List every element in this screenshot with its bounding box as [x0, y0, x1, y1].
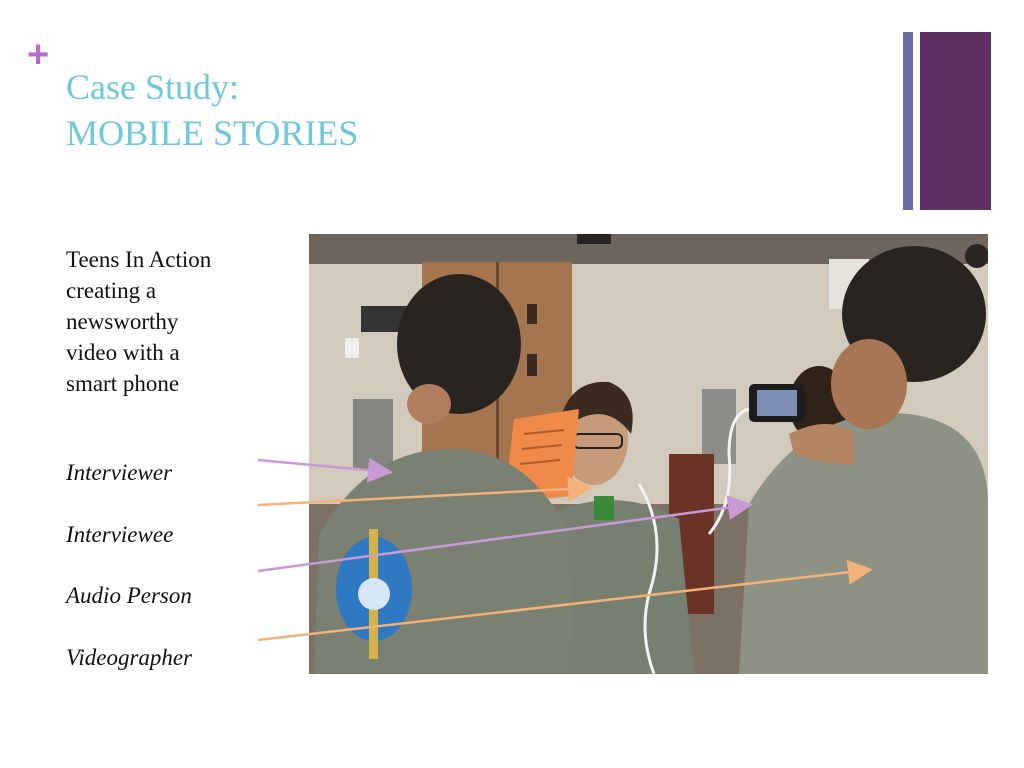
caption-line: video with a: [66, 340, 180, 365]
role-interviewer: Interviewer: [66, 460, 173, 485]
photo-illustration: [309, 234, 988, 674]
caption-line: newsworthy: [66, 309, 179, 334]
caption-line: smart phone: [66, 371, 180, 396]
decorative-bar-thick: [920, 32, 991, 210]
plus-icon: +: [27, 34, 50, 76]
role-videographer: Videographer: [66, 645, 193, 670]
role-audio-person: Audio Person: [66, 583, 192, 608]
caption-line: Teens In Action: [66, 247, 212, 272]
role-interviewee: Interviewee: [66, 522, 174, 547]
teens-photo: [309, 234, 988, 674]
slide-title: [66, 64, 358, 156]
caption-line: creating a: [66, 278, 157, 303]
photo-caption: [66, 244, 286, 399]
title-line-2: MOBILE STORIES: [66, 113, 359, 153]
decorative-bar-thin: [903, 32, 913, 210]
title-line-1: Case Study:: [66, 67, 240, 107]
